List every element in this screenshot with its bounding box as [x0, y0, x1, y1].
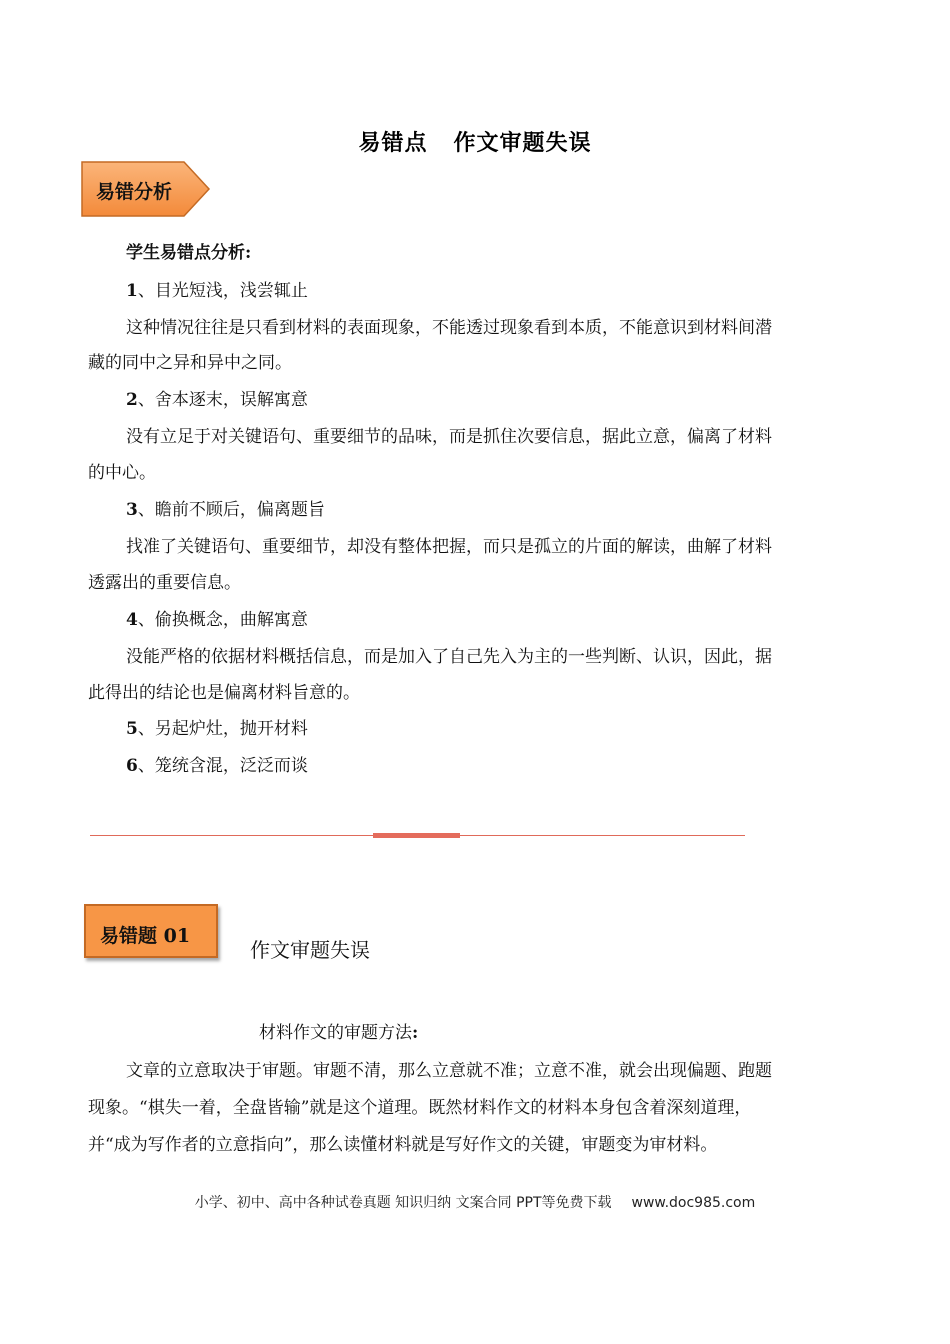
method-heading-text: 材料作文的审题方法 — [259, 1023, 412, 1043]
section-title: 作文审题失误 — [250, 938, 370, 962]
item-description: 此得出的结论也是偏离材料旨意的。 — [88, 683, 360, 703]
item-description: 找准了关键语句、重要细节，却没有整体把握，而只是孤立的片面的解读，曲解了材料 — [126, 537, 772, 557]
list-item-title — [126, 500, 325, 520]
analysis-heading: 学生易错点分析: — [126, 243, 252, 263]
item-description: 透露出的重要信息。 — [88, 573, 241, 593]
item-title: 、瞻前不顾后，偏离题旨 — [137, 500, 325, 520]
page-footer — [0, 1192, 950, 1212]
item-description: 的中心。 — [88, 463, 156, 483]
method-paragraph-line: 并“成为写作者的立意指向”，那么读懂材料就是写好作文的关键，审题变为审材料。 — [88, 1135, 718, 1155]
item-title: 、另起炉灶，抛开材料 — [137, 719, 308, 739]
list-item-title — [126, 756, 308, 776]
list-item-title — [126, 719, 308, 739]
item-number: 3 — [126, 500, 138, 520]
method-heading-colon: : — [412, 1023, 419, 1043]
footer-text: 小学、初中、高中各种试卷真题 知识归纳 文案合同 PPT等免费下载 — [194, 1195, 612, 1211]
item-description: 没能严格的依据材料概括信息，而是加入了自己先入为主的一些判断、认识，因此，据 — [126, 647, 772, 667]
item-number: 1 — [126, 281, 138, 301]
item-title: 、舍本逐末，误解寓意 — [137, 390, 308, 410]
method-heading — [259, 1023, 418, 1043]
badge-label: 易错分析 — [96, 181, 173, 203]
item-number: 6 — [126, 756, 138, 776]
item-title: 、笼统含混，泛泛而谈 — [137, 756, 308, 776]
method-paragraph-line: 现象。“棋失一着，全盘皆输”就是这个道理。既然材料作文的材料本身包含着深刻道理， — [88, 1098, 752, 1118]
item-description: 藏的同中之异和异中之同。 — [88, 353, 292, 373]
item-description: 这种情况往往是只看到材料的表面现象，不能透过现象看到本质，不能意识到材料间潜 — [126, 318, 772, 338]
title-part2: 作文审题失误 — [453, 131, 592, 156]
section-badge-analysis — [80, 160, 212, 218]
section-badge-question — [84, 904, 218, 958]
list-item-title — [126, 610, 308, 630]
method-paragraph-line: 文章的立意取决于审题。审题不清，那么立意就不准；立意不准，就会出现偏题、跑题 — [126, 1061, 772, 1081]
item-title: 、偷换概念，曲解寓意 — [137, 610, 308, 630]
item-description: 没有立足于对关键语句、重要细节的品味，而是抓住次要信息，据此立意，偏离了材料 — [126, 427, 772, 447]
badge-label: 易错题 01 — [100, 925, 191, 947]
item-title: 、目光短浅，浅尝辄止 — [137, 281, 308, 301]
footer-url: www.doc985.com — [631, 1195, 756, 1211]
item-number: 2 — [126, 390, 138, 410]
page-title — [0, 126, 950, 157]
title-part1: 易错点 — [358, 131, 428, 156]
item-number: 4 — [126, 610, 138, 630]
list-item-title — [126, 281, 308, 301]
list-item-title — [126, 390, 308, 410]
divider-accent — [373, 833, 460, 838]
item-number: 5 — [126, 719, 138, 739]
